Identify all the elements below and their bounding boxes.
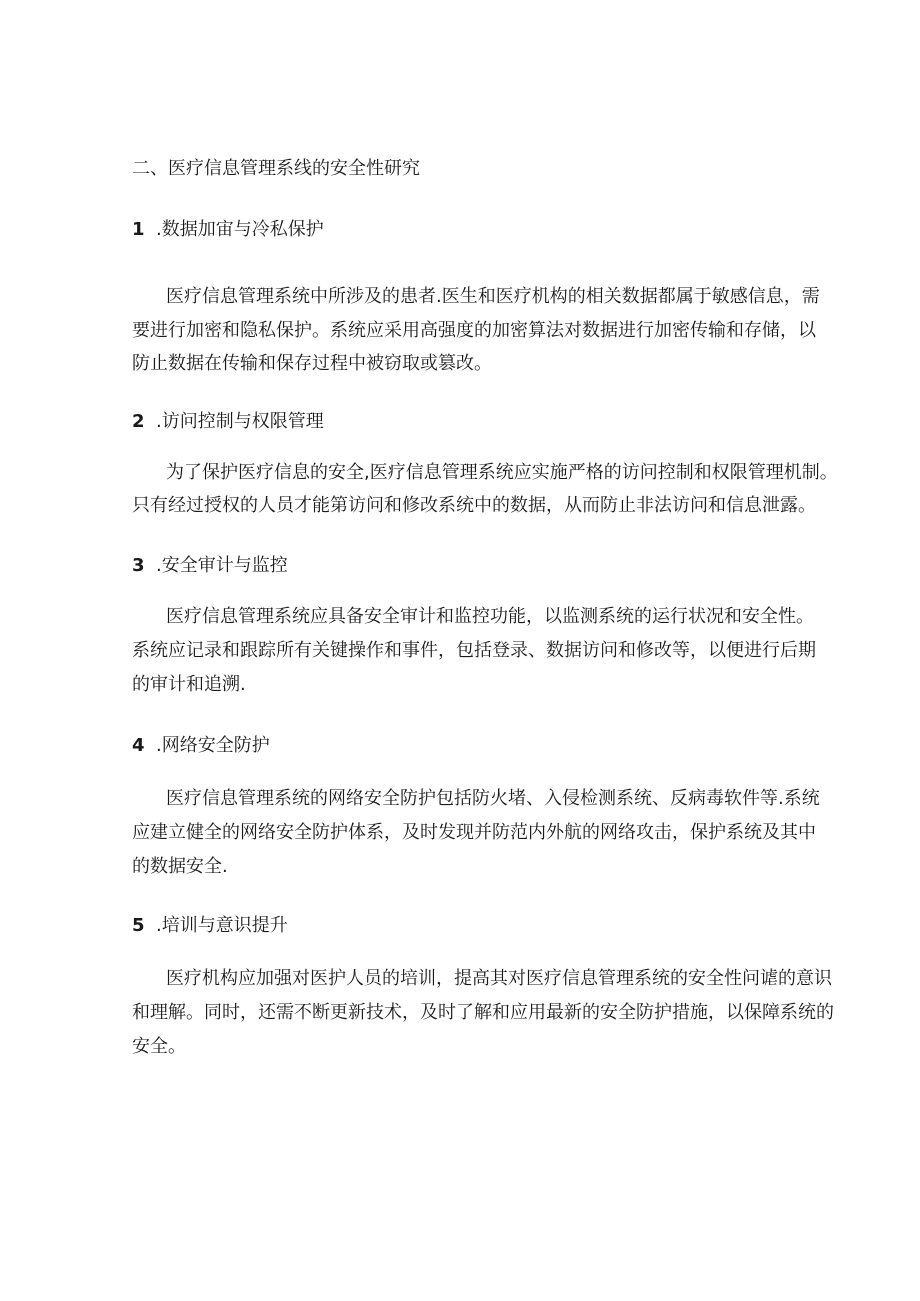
paragraph-line: 的审计和追溯.: [132, 674, 246, 695]
paragraph-line: 系统应记录和跟踪所有关键操作和事件，包括登录、数据访问和修改等，以便进行后期: [132, 640, 816, 661]
section-number: 3: [132, 555, 145, 576]
section-heading-text: .访问控制与权限管理: [156, 411, 324, 432]
paragraph-line: 应建立健全的网络安全防护体系，及时发现并防范内外航的网络攻击，保护系统及其中: [132, 822, 816, 843]
paragraph-line: 只有经过授权的人员才能第访问和修改系统中的数据，从而防止非法访问和信息泄露。: [132, 495, 816, 516]
section-heading-2: [132, 410, 324, 434]
section-heading-3: [132, 554, 288, 578]
document-title: 二、医疗信息管理系线的安全性研究: [132, 158, 420, 179]
paragraph-line: 安全。: [132, 1036, 186, 1057]
section-number: 2: [132, 411, 145, 432]
paragraph-line: 和理解。同时，还需不断更新技术，及时了解和应用最新的安全防护措施，以保障系统的: [132, 1002, 834, 1023]
paragraph-line: 防止数据在传输和保存过程中被窃取或篡改。: [132, 353, 492, 374]
section-heading-text: .安全审计与监控: [156, 555, 288, 576]
section-number: 1: [132, 219, 145, 240]
section-heading-1: [132, 218, 324, 242]
section-heading-text: .数据加宙与冷私保护: [156, 219, 324, 240]
paragraph-line: 的数据安全.: [132, 856, 228, 877]
paragraph-line: 医疗信息管理系统的网络安全防护包括防火堵、入侵检测系统、反病毒软件等.系统: [166, 788, 820, 809]
section-number: 4: [132, 735, 145, 756]
section-heading-text: .培训与意识提升: [156, 915, 288, 936]
paragraph-line: 为了保护医疗信息的安全,医疗信息管理系统应实施严格的访问控制和权限管理机制。: [166, 462, 838, 483]
paragraph-line: 医疗机构应加强对医护人员的培训，提高其对医疗信息管理系统的安全性问谑的意识: [166, 968, 832, 989]
paragraph-line: 医疗信息管理系统中所涉及的患者.医生和医疗机构的相关数据都属于敏感信息，需: [166, 286, 820, 307]
paragraph-line: 医疗信息管理系统应具备安全审计和监控功能，以监测系统的运行状况和安全性。: [166, 606, 814, 627]
section-heading-5: [132, 914, 288, 938]
section-number: 5: [132, 915, 145, 936]
paragraph-line: 要进行加密和隐私保护。系统应采用高强度的加密算法对数据进行加密传输和存储，以: [132, 320, 816, 341]
section-heading-4: [132, 734, 270, 758]
section-heading-text: .网络安全防护: [156, 735, 270, 756]
